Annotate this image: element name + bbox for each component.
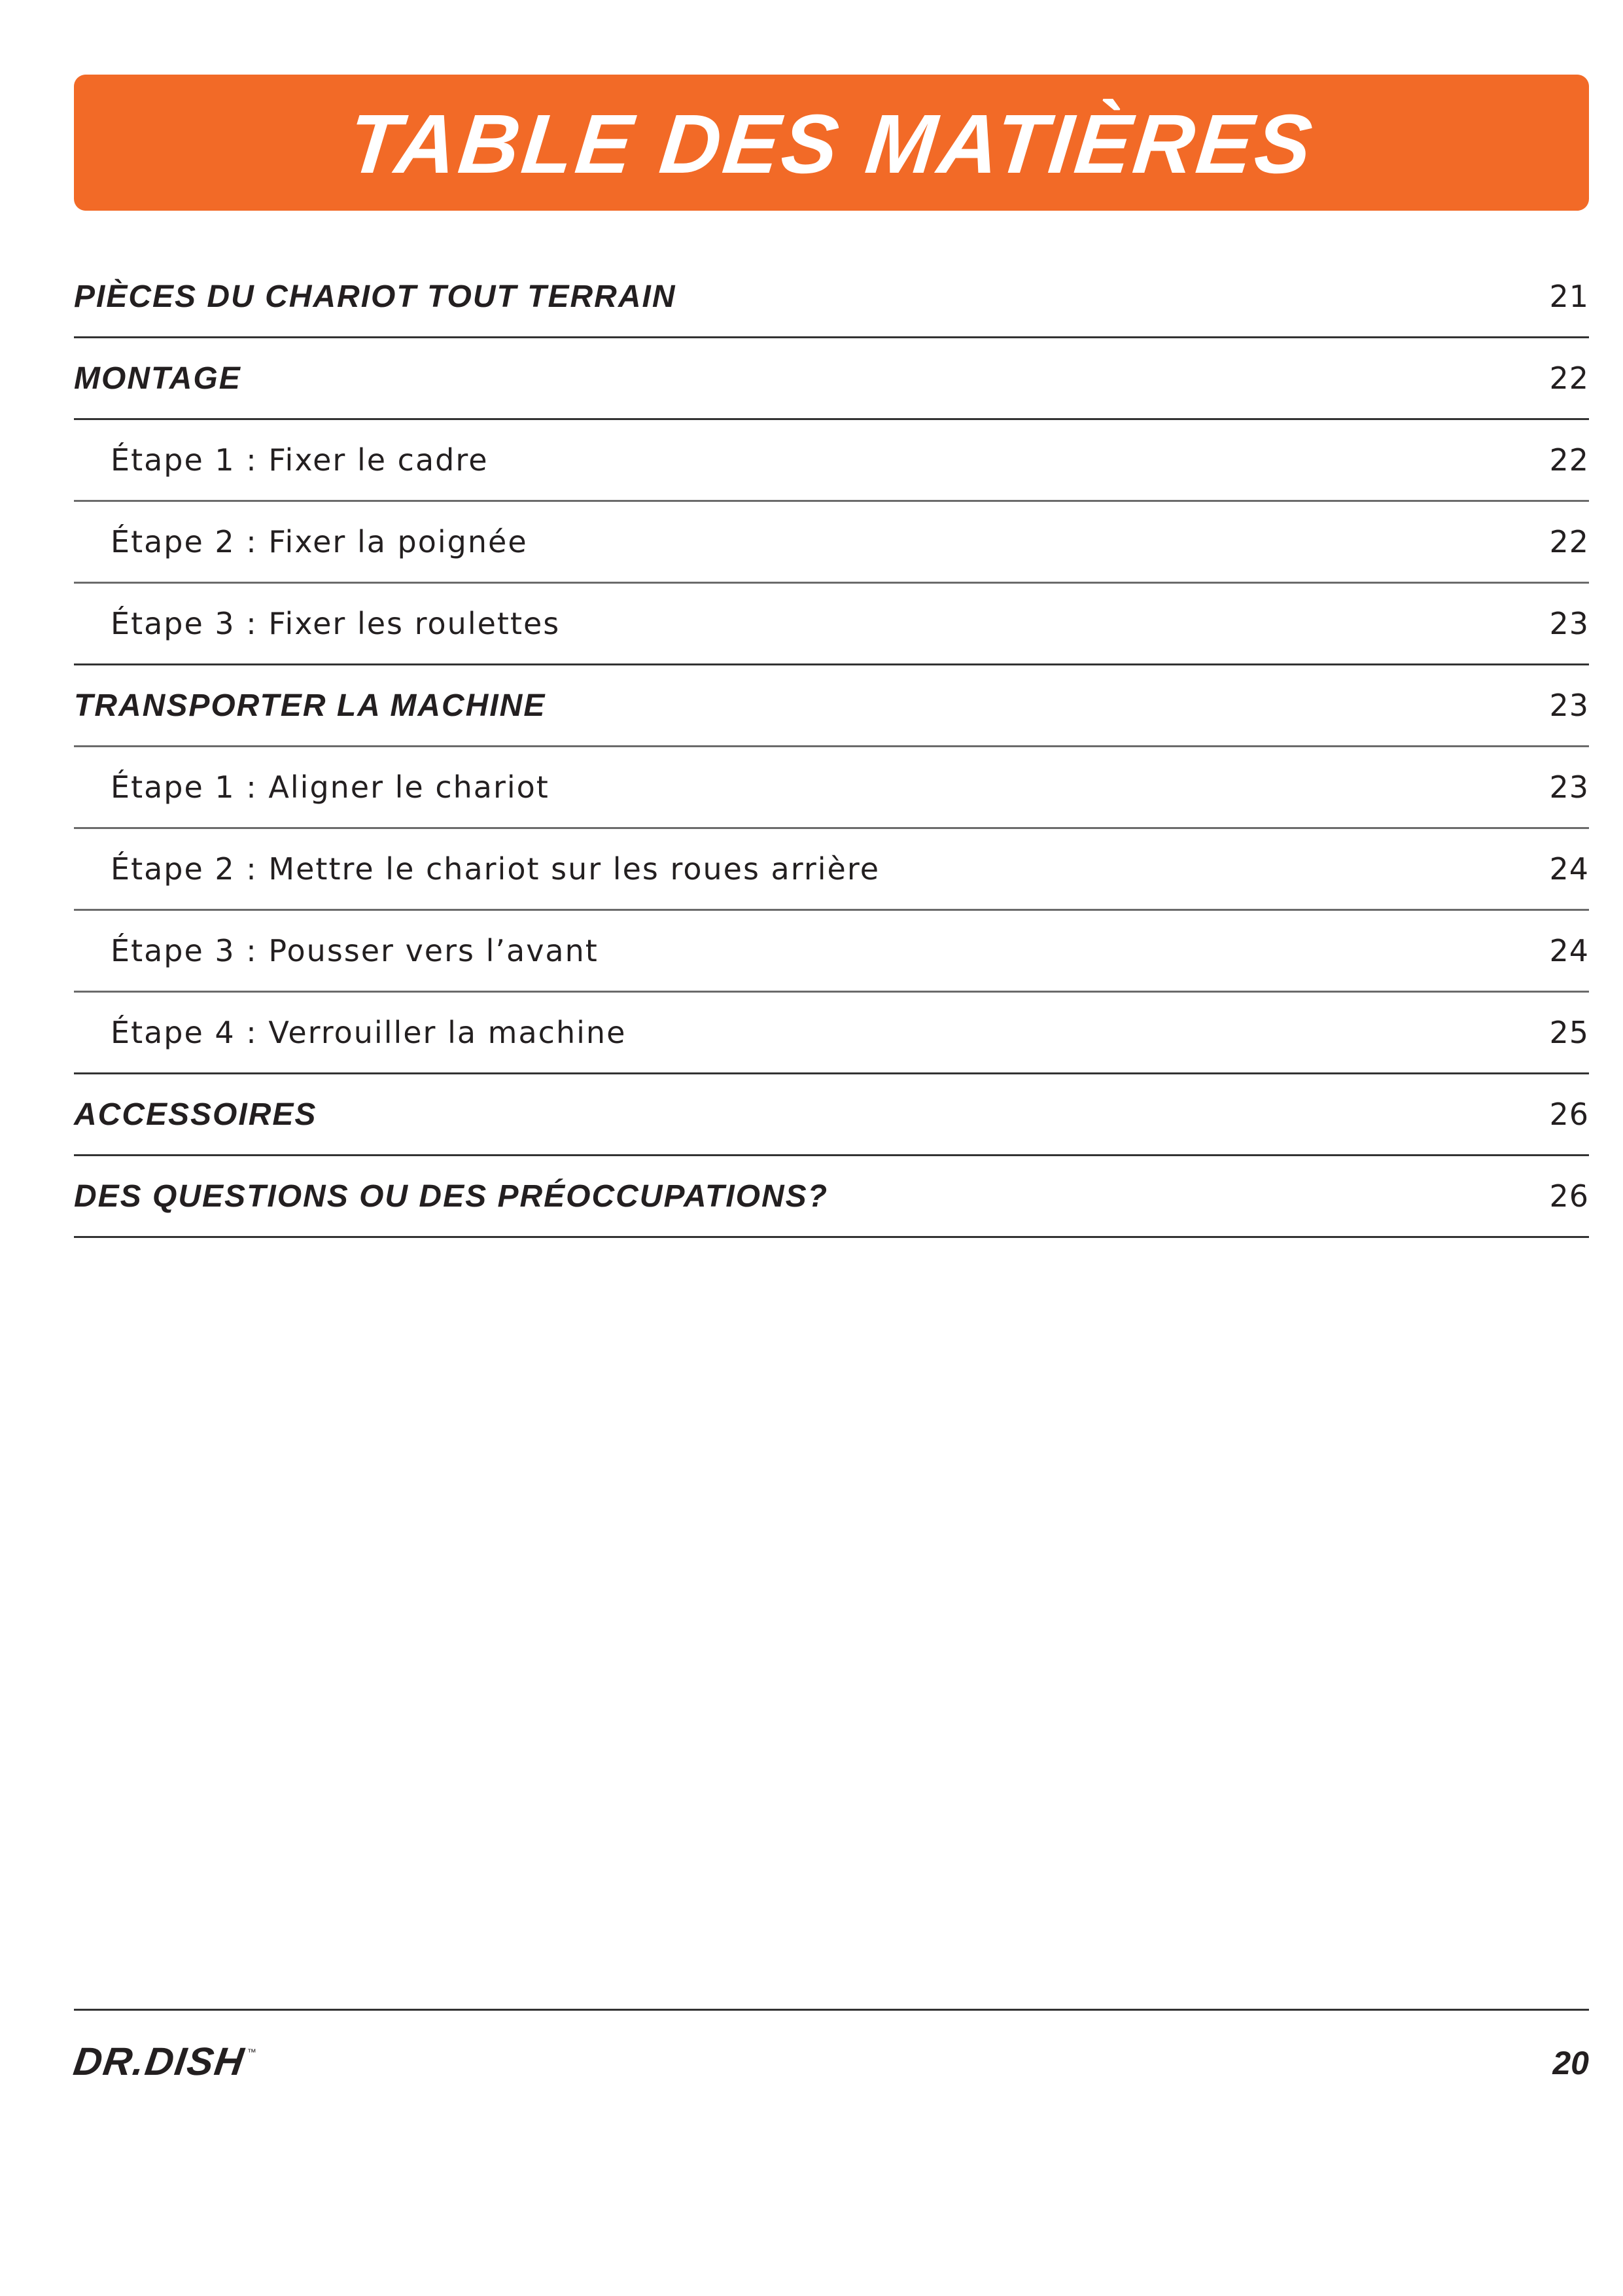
toc-section-label: PIÈCES DU CHARIOT TOUT TERRAIN [74, 279, 676, 314]
brand-logo [71, 2039, 256, 2083]
toc-row[interactable] [74, 993, 1589, 1074]
toc-row[interactable] [74, 829, 1589, 911]
toc-page-number: 21 [1549, 279, 1589, 314]
toc-row[interactable] [74, 502, 1589, 584]
toc-section-label: ACCESSOIRES [74, 1097, 317, 1132]
toc-page-number: 23 [1549, 688, 1589, 723]
toc-row[interactable] [74, 584, 1589, 665]
toc-page-number: 24 [1549, 851, 1589, 887]
toc-subsection-label: Étape 3 : Fixer les roulettes [111, 606, 561, 641]
toc-page-number: 25 [1549, 1015, 1589, 1050]
toc-page-number: 22 [1549, 524, 1589, 559]
toc-row[interactable] [74, 420, 1589, 502]
toc-row[interactable] [74, 911, 1589, 993]
toc-page-number: 22 [1549, 361, 1589, 396]
page-title: TABLE DES MATIÈRES [343, 97, 1319, 191]
toc-row[interactable] [74, 665, 1589, 747]
toc-subsection-label: Étape 2 : Mettre le chariot sur les roues arrière [111, 851, 881, 887]
toc-page-number: 24 [1549, 933, 1589, 968]
toc-row[interactable] [74, 1156, 1589, 1238]
page-number: 20 [1552, 2045, 1589, 2081]
brand-logo-text: DR.DISH [71, 2039, 248, 2083]
toc-section-label: TRANSPORTER LA MACHINE [74, 688, 546, 723]
toc-subsection-label: Étape 2 : Fixer la poignée [111, 524, 528, 559]
toc-page-number: 26 [1549, 1178, 1589, 1214]
toc-page-number: 26 [1549, 1097, 1589, 1132]
toc-subsection-label: Étape 3 : Pousser vers l’avant [111, 933, 599, 968]
title-banner [74, 75, 1589, 211]
toc-page-number: 22 [1549, 442, 1589, 478]
toc-subsection-label: Étape 4 : Verrouiller la machine [111, 1015, 627, 1050]
table-of-contents [74, 256, 1589, 1238]
toc-subsection-label: Étape 1 : Aligner le chariot [111, 769, 550, 805]
toc-page-number: 23 [1549, 769, 1589, 805]
toc-section-label: MONTAGE [74, 361, 241, 396]
toc-row[interactable] [74, 338, 1589, 420]
trademark-mark: ™ [247, 2047, 256, 2057]
toc-row[interactable] [74, 256, 1589, 338]
toc-page-number: 23 [1549, 606, 1589, 641]
toc-subsection-label: Étape 1 : Fixer le cadre [111, 442, 489, 478]
toc-row[interactable] [74, 1074, 1589, 1156]
footer-divider [74, 2009, 1589, 2011]
toc-row[interactable] [74, 747, 1589, 829]
toc-section-label: DES QUESTIONS OU DES PRÉOCCUPATIONS? [74, 1178, 829, 1214]
